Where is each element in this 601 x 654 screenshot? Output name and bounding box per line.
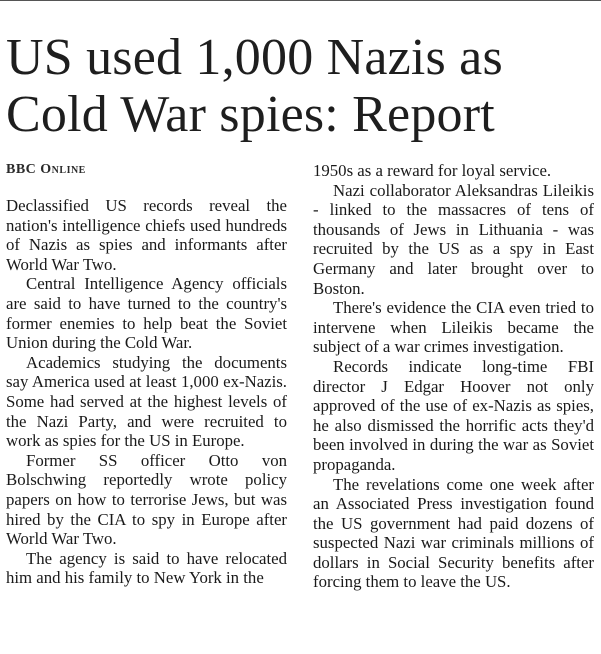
article-body: [6, 161, 594, 592]
paragraph: Nazi collaborator Aleksandras Lileikis - linked to the massacres of tens of thousands of Jews in Lithuania - was recruited by the US as a spy in East Germany and later brought over to Boston.: [313, 180, 594, 298]
column-left: [6, 161, 287, 592]
paragraph: Declassified US records reveal the nation's intelligence chiefs used hundreds of Nazis as spies and informants after World War Two.: [6, 196, 287, 274]
paragraph: There's evidence the CIA even tried to intervene when Lileikis became the subject of a war crimes investigation.: [313, 298, 594, 357]
paragraph: The revelations come one week after an Associated Press investigation found the US government had paid dozens of suspected Nazi war criminals millions of dollars in Social Security benefits after forcing them to leave the US.: [313, 474, 594, 592]
headline: US used 1,000 Nazis as Cold War spies: Report: [6, 29, 503, 143]
paragraph: Records indicate long-time FBI director J Edgar Hoover not only approved of the use of ex-Nazis as spies, he also dismissed the horrific acts they'd been involved in during the war as Soviet propaganda.: [313, 356, 594, 474]
paragraph: Academics studying the documents say America used at least 1,000 ex-Nazis. Some had served at the highest levels of the Nazi Party, and were recruited to work as spies for the US in Europe.: [6, 352, 287, 451]
byline: BBC Online: [6, 162, 86, 177]
paragraph: The agency is said to have relocated him and his family to New York in the: [6, 548, 287, 588]
paragraph: Former SS officer Otto von Bolschwing reportedly wrote policy papers on how to terrorise Jews, but was hired by the CIA to spy in Europe after World War Two.: [6, 450, 287, 549]
paragraph: Central Intelligence Agency officials are said to have turned to the country's former enemies to help beat the Soviet Union during the Cold War.: [6, 274, 287, 353]
paragraph-continued: 1950s as a reward for loyal service.: [313, 161, 552, 180]
column-right: [313, 161, 594, 592]
